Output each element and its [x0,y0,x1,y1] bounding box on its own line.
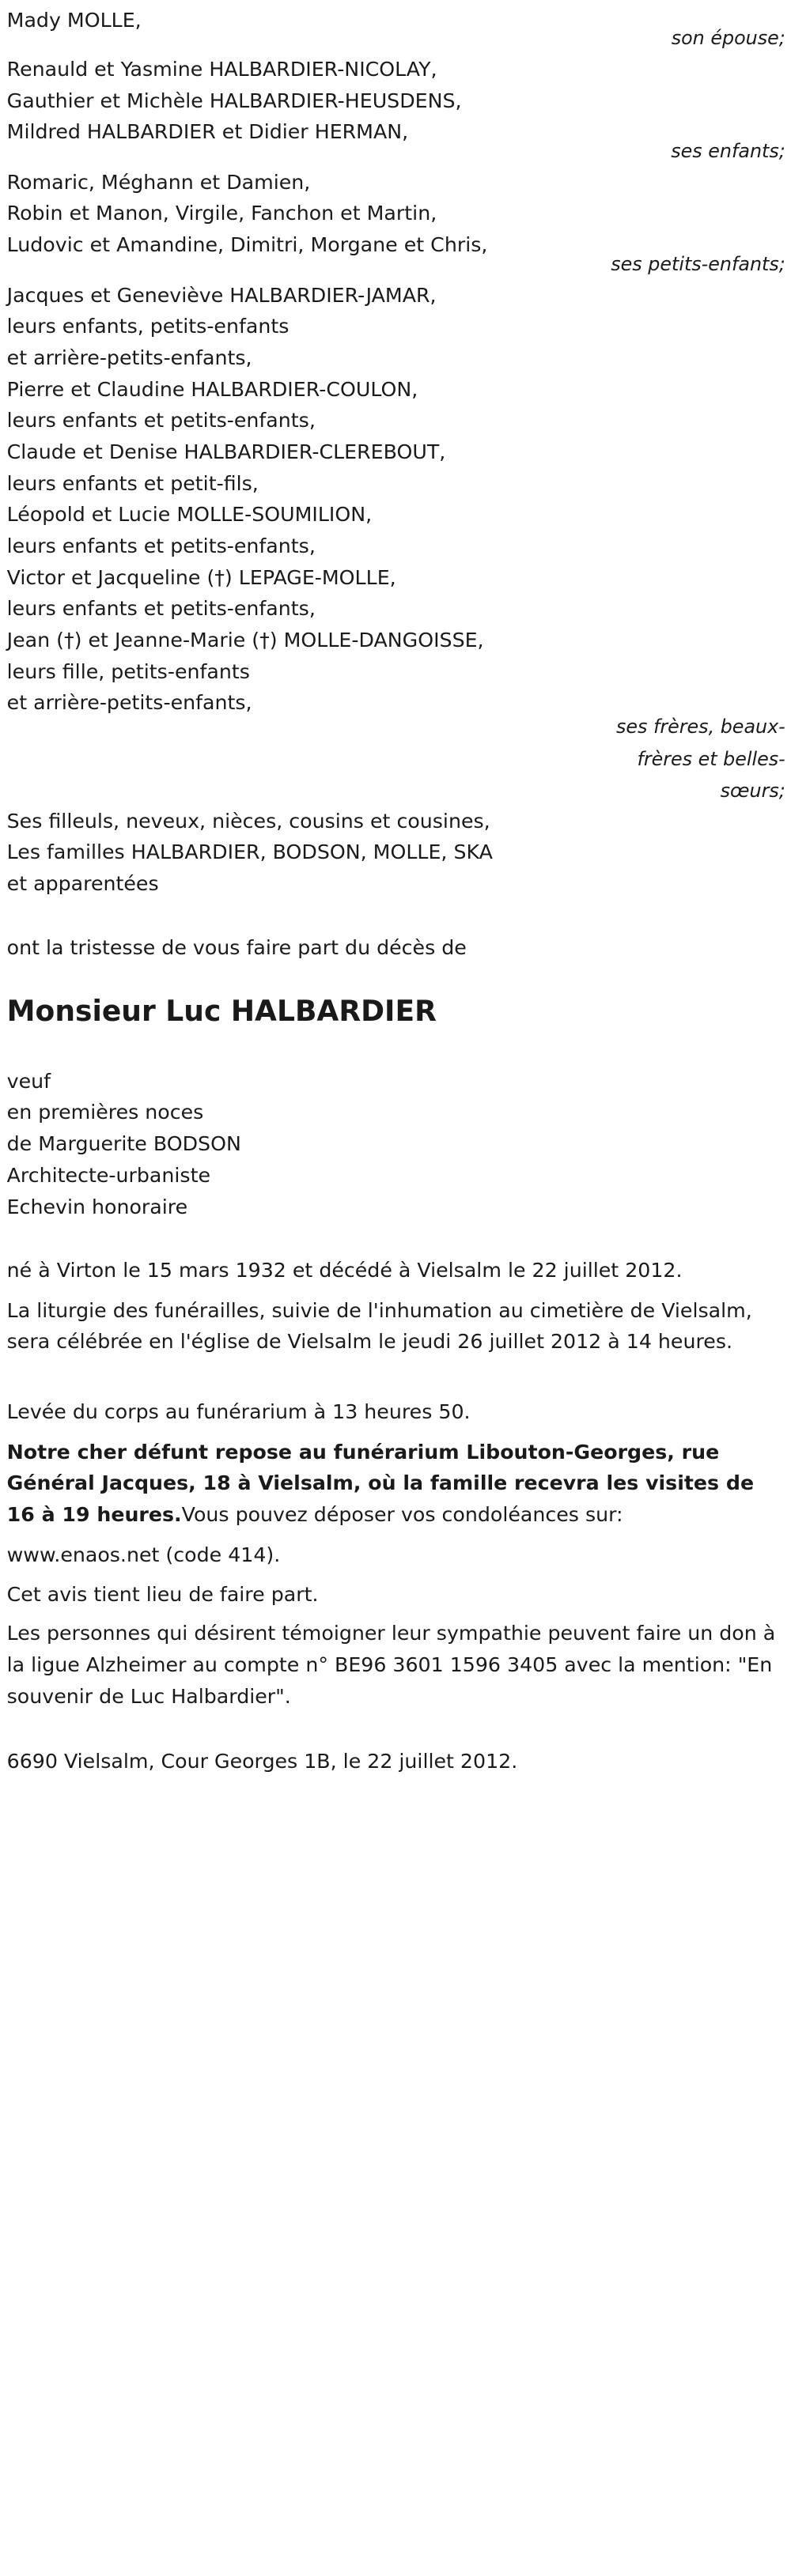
levee-paragraph: Levée du corps au funérarium à 13 heures 50. [6,1400,471,1424]
other-relatives [7,806,493,900]
child-name: Mildred HALBARDIER et Didier HERMAN, [6,120,409,144]
sibling-line: leurs enfants, petits-enfants [6,315,290,338]
sibling-line: leurs enfants et petits-enfants, [6,534,316,558]
birth-death-paragraph: né à Virton le 15 mars 1932 et décédé à Vielsalm le 22 juillet 2012. [6,1259,683,1282]
sibling-line: Victor et Jacqueline (†) LEPAGE-MOLLE, [6,565,396,589]
spouse-role: son épouse; [671,26,785,49]
sibling-line: Jacques et Geneviève HALBARDIER-JAMAR, [6,283,437,307]
condolences-text: Vous pouvez déposer vos condoléances sur: [181,1503,623,1527]
siblings-role-line: sœurs; [720,780,785,803]
sibling-line: Jean (†) et Jeanne-Marie (†) MOLLE-DANGOISSE, [6,629,484,652]
other-relatives-line: Les familles HALBARDIER, BODSON, MOLLE, SKA [6,840,493,864]
deceased-name: Monsieur Luc HALBARDIER [6,995,437,1029]
spouse-names [7,5,142,36]
other-relatives-line: Ses filleuls, neveux, nièces, cousins et cousines, [6,809,490,833]
deceased-detail: en premières noces [6,1101,204,1124]
siblings-role-line: ses frères, beaux- [615,716,785,738]
grandchild-name: Romaric, Méghann et Damien, [6,170,311,194]
announcement-text: ont la tristesse de vous faire part du décès de [6,935,467,959]
funerarium-paragraph [7,1437,785,1531]
website-paragraph: www.enaos.net (code 414). [6,1543,281,1566]
deceased-detail: Echevin honoraire [6,1195,188,1218]
notice-paragraph: Cet avis tient lieu de faire part. [6,1583,319,1607]
sibling-line: et arrière-petits-enfants, [6,346,252,369]
sibling-line: leurs enfants et petit-fils, [6,471,259,495]
grandchildren-role: ses petits-enfants; [611,252,785,275]
other-relatives-line: et apparentées [6,872,159,896]
liturgy-paragraph: La liturgie des funérailles, suivie de l'inhumation au cimetière de Vielsalm, sera célébrée en l'église de Vielsalm le jeudi 26 juillet 2012 à 14 heures. [6,1298,752,1354]
grandchild-name: Ludovic et Amandine, Dimitri, Morgane et Chris, [6,233,488,257]
deceased-detail: Architecte-urbaniste [6,1163,211,1187]
donation-paragraph: Les personnes qui désirent témoigner leur sympathie peuvent faire un don à la ligue Alzheimer au compte n° BE96 3601 1596 3405 avec la mention: "En souvenir de Luc Halbardier". [6,1622,776,1708]
siblings-names [7,280,484,720]
sibling-line: leurs fille, petits-enfants [6,659,250,683]
spouse-name: Mady MOLLE, [6,8,142,32]
sibling-line: Léopold et Lucie MOLLE-SOUMILION, [6,503,373,527]
sibling-line: Pierre et Claudine HALBARDIER-COULON, [6,377,418,401]
funerarium-bold-text: Notre cher défunt repose au funérarium Libouton-Georges, rue Général Jacques, 18 à Vielsalm, où la famille recevra les visites de 16 à 19 heures. [6,1440,755,1527]
grandchildren-names [7,167,488,261]
deceased-detail: veuf [6,1069,51,1093]
sibling-line: et arrière-petits-enfants, [6,691,252,715]
siblings-role-line: frères et belles- [637,747,785,770]
sibling-line: leurs enfants et petits-enfants, [6,409,316,432]
announcement [7,932,467,964]
signature-paragraph: 6690 Vielsalm, Cour Georges 1B, le 22 juillet 2012. [6,1749,518,1773]
children-names [7,54,462,148]
deceased-detail: de Marguerite BODSON [6,1132,241,1156]
child-name: Gauthier et Michèle HALBARDIER-HEUSDENS, [6,89,462,112]
deceased-details [7,1066,241,1222]
grandchild-name: Robin et Manon, Virgile, Fanchon et Martin, [6,202,437,225]
sibling-line: leurs enfants et petits-enfants, [6,597,316,621]
sibling-line: Claude et Denise HALBARDIER-CLEREBOUT, [6,440,446,463]
child-name: Renauld et Yasmine HALBARDIER-NICOLAY, [6,57,437,81]
children-role: ses enfants; [671,139,785,162]
